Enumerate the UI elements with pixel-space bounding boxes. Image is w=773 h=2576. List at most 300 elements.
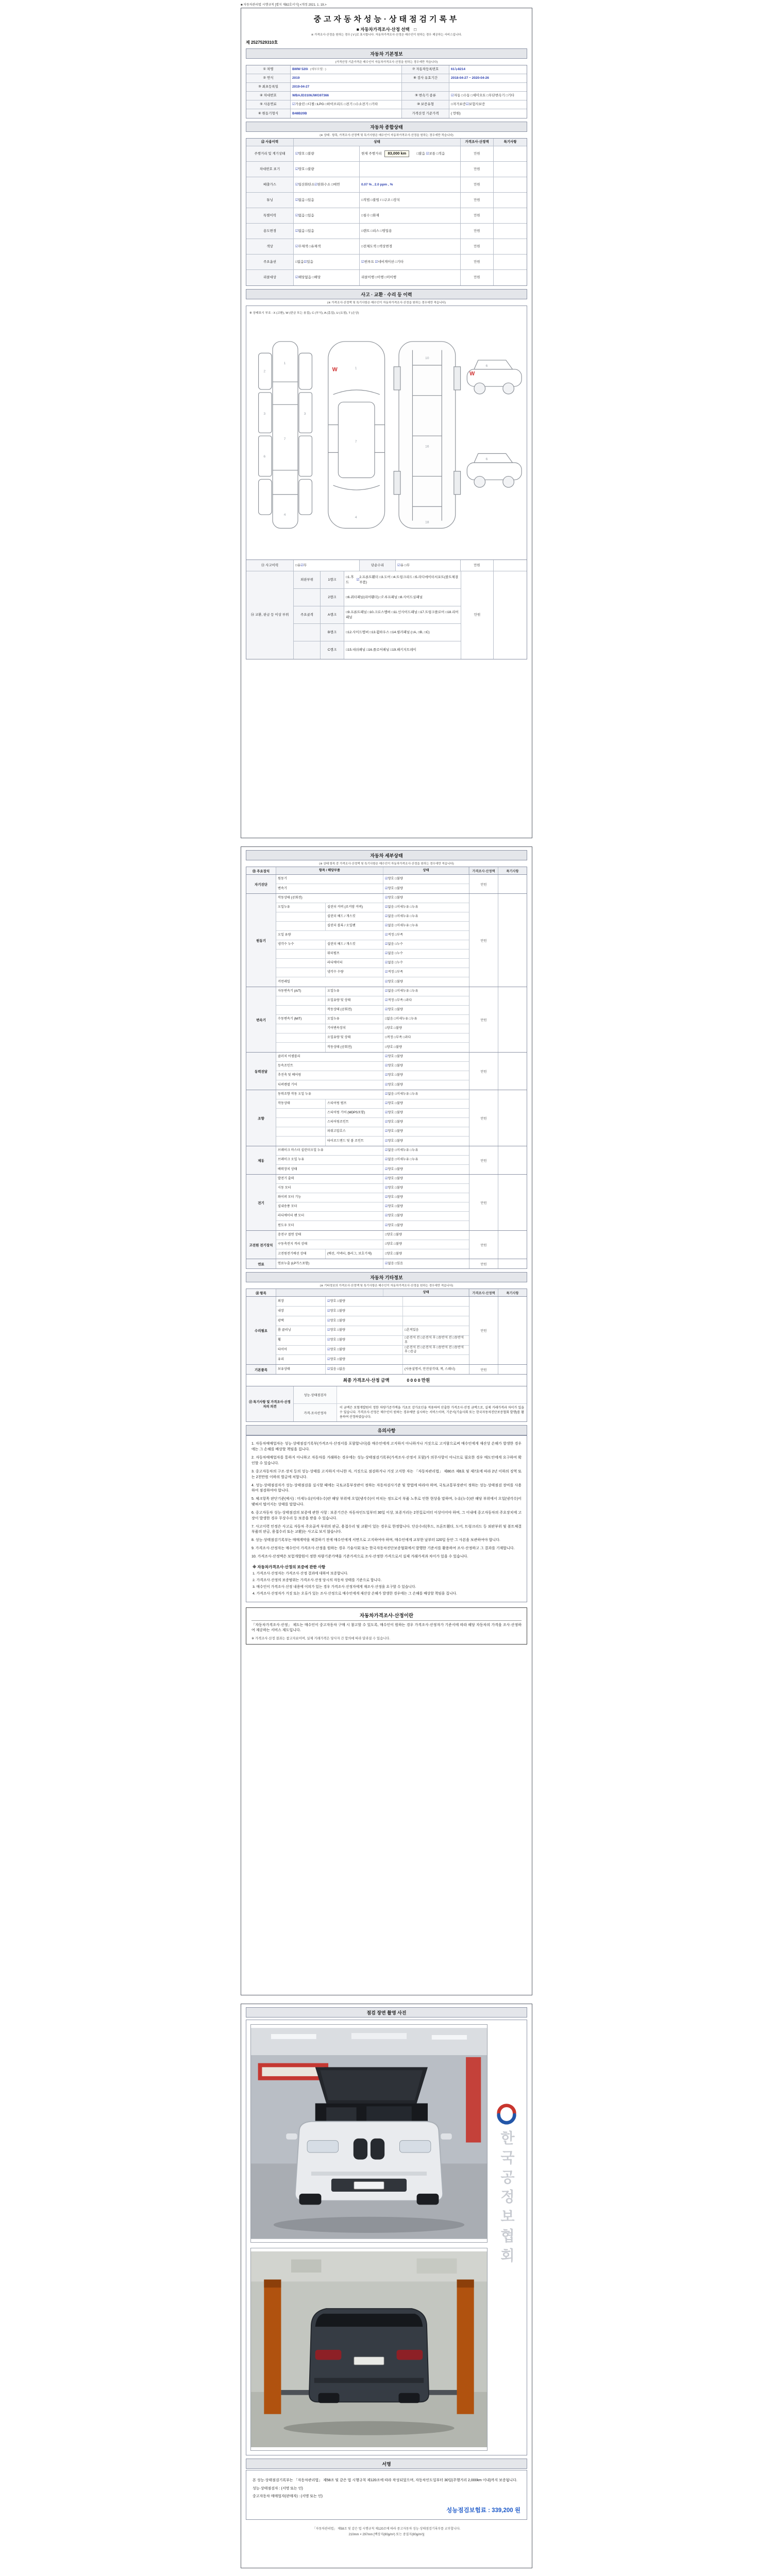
etc-price-unit: 만원 (469, 1365, 498, 1374)
association-strip (491, 2024, 523, 2451)
section-basic-note: (가격산정 기준가격은 매수인이 자동차가격조사·산정을 원하는 경우에만 적습니다) (335, 61, 438, 64)
opinion-text: 이 금액은 보험개발원이 정한 차량기준가액을 기초로 감가요인을 적용하여 산출한 가격조사·산정 금액으로, 실제 거래가격과 차이가 있을 수 있습니다. 가격조사·산정은 매수인이 원하는 경우에만 실시하는 서비스이며, 기준서(기술사회 또는 한국자동차진단보증협회 발행)를 활용하여 산정하였습니다. (340, 1406, 524, 1419)
detail-note-cell (498, 1231, 527, 1259)
rank-row (294, 641, 461, 659)
detail-state: □양호 □불량 (385, 1026, 402, 1030)
etc-note-cell (498, 1365, 527, 1374)
overall-row-extra (360, 177, 461, 192)
etc-group (246, 1365, 527, 1374)
detail-subitem: (배선, 커넥터, 플러그, 보호기제) (326, 1249, 383, 1259)
overall-row-state: ☑ 없음 □있음 (294, 193, 360, 208)
detail-item: 고전원전기배선 상태 (276, 1249, 326, 1259)
detail-state: ☑ 없음 □있음 (385, 1261, 403, 1265)
first-reg-label: ③ 최초등록일 (246, 83, 291, 91)
car-name-label: ① 차명 (246, 65, 291, 74)
detail-state: ☑ 적정 □부족 □과다 (385, 998, 412, 1003)
detail-price-unit: 만원 (469, 1090, 498, 1146)
inspection-period-cell (449, 74, 527, 82)
overall-price-unit: 만원 (461, 208, 494, 223)
pricing-info-body: 「자동차가격조사·산정」 제도는 매수인이 중고자동차 구매 시 참고할 수 있도록, 매수인이 원하는 경우 가격조사·산정자가 기준서에 따라 해당 자동차의 가격을 조사·산정하여 제공하는 서비스 제도입니다. (251, 1623, 522, 1633)
detail-row (276, 968, 469, 977)
photo-column (250, 2024, 488, 2451)
etc-item: 휠 (276, 1336, 326, 1345)
detail-row (276, 996, 469, 1006)
overall-row-label: 차대번호 표기 (246, 162, 294, 177)
section-detail-header: 자동차 세부상태 (246, 850, 527, 860)
price-survey-note: ※ 가격조사·산정을 원하는 경우 [ V ]로 표시합니다. 자동차가격조사·산정은 매수인이 원하는 경우 제공하는 서비스입니다. (311, 33, 462, 37)
detail-row (276, 1146, 469, 1156)
opinion-text (337, 1386, 527, 1403)
basic-row-year (246, 74, 527, 83)
document-title: 중고자동차성능·상태점검기록부 (313, 15, 460, 24)
detail-subitem: 실린더 커버 (로커암 커버) (326, 903, 383, 912)
svg-text:10: 10 (425, 357, 429, 361)
final-price-value: 0 0 0 0 만원 (407, 1378, 430, 1383)
detail-item (276, 1137, 326, 1146)
association-logo-icon (495, 2102, 518, 2125)
warranty-type-options: □자가보증 ☑ 보험사보증 (451, 103, 485, 107)
detail-state: □양호 □불량 (385, 1233, 402, 1237)
opinion-who: 가격·조사산정자 (294, 1404, 337, 1421)
overall-row-extra (360, 162, 461, 177)
detail-item: 변속기 (276, 884, 383, 893)
overall-row-extra (360, 193, 461, 208)
page-2 (241, 846, 532, 1995)
detail-item (276, 1109, 326, 1117)
detail-row (276, 1221, 469, 1230)
col-etc-item: ⑯ 항목 (246, 1289, 276, 1296)
overall-row (246, 255, 527, 270)
detail-subitem: 실린더 블록 / 오일팬 (326, 922, 383, 930)
detail-row (276, 1006, 469, 1015)
overall-row-label: 주요옵션 (246, 255, 294, 269)
rank-grade: A랭크 (321, 606, 344, 623)
etc-extra (403, 1307, 469, 1316)
page-1 (241, 8, 532, 838)
warranty-type-label: ⑩ 보증유형 (402, 100, 449, 109)
sign-dealer-line: 중고자동차 매매업자(판매자) : (서명 또는 인) (253, 2495, 323, 2498)
insurance-fee-value: 339,200 원 (492, 2507, 520, 2514)
detail-item: 라디에이터 팬 모터 (276, 1212, 383, 1221)
col-etc-price: 가격조사·산정액 (469, 1289, 498, 1296)
exchange-price-unit: 만원 (461, 571, 494, 659)
reg-no-label: ⑦ 자동차등록번호 (402, 65, 449, 74)
overall-row-state: ☑ 양호 □불량 (294, 146, 360, 161)
detail-row (276, 1231, 469, 1240)
overall-note-cell (494, 177, 527, 192)
detail-row (276, 940, 469, 950)
rank-items: □9.프론트패널 □10.크로스멤버 □11.인사이드패널 □17.트렁크플로어 □18.리어패널 (346, 611, 459, 619)
notice-item: 8. 성능·상태점검기록부는 매매계약을 체결하기 전에 매수인에게 서면으로 고지하여야 하며, 매수인에게 교부한 날부터 120일 동안 그 사본을 보관하여야 합니다. (251, 1538, 500, 1543)
detail-state: □양호 □불량 (385, 1242, 402, 1246)
detail-row (276, 1175, 469, 1184)
detail-row (276, 1015, 469, 1024)
overall-header-row (246, 139, 527, 146)
etc-row (276, 1336, 469, 1346)
detail-row (276, 1090, 469, 1099)
overall-price-unit: 만원 (461, 239, 494, 254)
detail-row (276, 931, 469, 940)
base-price-value: ( 만원) (451, 111, 461, 115)
detail-item: 윈도우 모터 (276, 1221, 383, 1230)
overall-condition-table (246, 138, 527, 286)
detail-item (276, 968, 326, 977)
notice-item: 6. 중고자동차 성능·상태점검의 보증에 관한 사항 : 보증기간은 자동차인도일부터 30일 이상, 보증거리는 2천킬로미터 이상이어야 하며, 그 이내에 중고자동차의 주요장치에 고장이 발생한 경우 무상수리 등 보증을 받을 수 있습니다. (251, 1511, 522, 1520)
detail-note-cell (498, 1146, 527, 1174)
detail-state: □양호 □불량 (385, 1251, 402, 1256)
page-footer (246, 2526, 527, 2536)
etc-group (246, 1297, 527, 1365)
detail-group-name: 제동 (246, 1146, 276, 1174)
overall-row-state: ☑ 해당없음 □해당 (294, 270, 360, 285)
overall-row-extra (360, 255, 461, 269)
overall-price-unit: 만원 (461, 255, 494, 269)
exchange-row (246, 571, 527, 659)
detail-row (276, 1184, 469, 1193)
overall-row-extra (360, 239, 461, 254)
detail-item (276, 1033, 326, 1042)
notice-box (246, 1435, 527, 1602)
detail-row (276, 912, 469, 922)
opinion-row (294, 1386, 527, 1404)
detail-group (246, 1090, 527, 1146)
etc-extra (403, 1316, 469, 1326)
detail-row (276, 922, 469, 931)
detail-state: ☑ 없음 □미세누유 □누유 (385, 1148, 418, 1153)
detail-item: 충전구 절연 상태 (276, 1231, 383, 1240)
svg-text:1: 1 (283, 361, 286, 365)
pricing-info-box (246, 1607, 527, 1645)
col-etc-state: 상태 (383, 1289, 469, 1296)
detail-item (276, 950, 326, 958)
guarantee-item: 2. 가격조사·산정의 보증범위는 가격조사·산정 당시의 자동차 상태를 기준으로 합니다. (253, 1578, 382, 1582)
engine-type-value: B48B20B (292, 111, 307, 115)
etc-state: ☑ 양호 □불량 (326, 1336, 403, 1345)
detail-state: ☑ 양호 □불량 (385, 1167, 403, 1171)
etc-state: ☑ 양호 □불량 (326, 1326, 403, 1335)
overall-price-unit: 만원 (461, 162, 494, 177)
etc-extra: □운전석 전 □운전석 후 □동반석 전 □동반석 후 □응급 (405, 1346, 464, 1354)
detail-row (276, 1249, 469, 1259)
insurance-fee (253, 2506, 520, 2514)
detail-item: 작동상태 (공회전) (276, 894, 383, 903)
svg-text:6: 6 (485, 457, 488, 462)
notice-item: 2. 자동차매매업자를 통하지 아니하고 자동차를 거래하는 경우에는 성능·상태점검기록부(가격조사·산정서 포함)가 의무사항이 아니므로 필요한 경우 매도인에게 요구하여 확인할 수 있습니다. (251, 1456, 522, 1465)
svg-text:3: 3 (304, 412, 306, 416)
detail-subitem: 스티어링조인트 (326, 1118, 383, 1127)
transmission-options: ☑ 자동 □수동 □세미오토 □무단변속기 □기타 (451, 94, 514, 98)
damage-marker-w-side: W (469, 370, 475, 377)
etc-state: ☑ 양호 □불량 (326, 1307, 403, 1316)
section-etc-note: (※ 기타정보의 가격조사·산정액 및 특기사항은 매수인이 자동차가격조사·산정을 원하는 경우에만 적습니다) (320, 1284, 453, 1287)
overall-row-state: □없음 ☑ 있음 (294, 255, 360, 269)
overall-row (246, 224, 527, 239)
detail-state: ☑ 양호 □불량 (385, 1055, 403, 1059)
detail-price-unit: 만원 (469, 875, 498, 893)
vin-cell (291, 92, 402, 100)
inspection-period-label: ⑧ 검사 유효기간 (402, 74, 449, 82)
detail-note-cell (498, 1175, 527, 1230)
col-detail-note: 특기사항 (498, 867, 527, 874)
section-overall-header: 자동차 종합상태 (246, 122, 527, 132)
exchange-label: ⑭ 교환, 판금 등 이상 부위 (246, 571, 294, 659)
overall-row-extra (360, 270, 461, 285)
notice-item: 1. 자동차매매업자는 성능·상태점검기록부(가격조사·산정서를 포함합니다)를 매수인에게 고지하지 아니하거나 거짓으로 고지함으로써 매수인에게 재산상 손해가 발생한 경우에는 그 손해를 배상할 책임을 집니다. (251, 1442, 522, 1452)
detail-row (276, 1156, 469, 1165)
detail-item (276, 959, 326, 968)
overall-row-state: ☑ 일산화탄소 ☑ 탄화수소 □매연 (294, 177, 360, 192)
overall-price-unit: 만원 (461, 270, 494, 285)
detail-group-name: 동력전달 (246, 1053, 276, 1090)
detail-subitem: 스티어링 기어 (MDPS포함) (326, 1109, 383, 1117)
notice-item: 3. 중고자동차의 구조·장치 등의 성능·상태를 고지하지 아니한 자, 거짓으로 점검하거나 거짓 고지한 자는 「자동차관리법」 제80조 제6호 및 제7호에 따라 2년 이하의 징역 또는 2천만원 이하의 벌금에 처합니다. (251, 1469, 522, 1479)
detail-row (276, 1118, 469, 1127)
detail-state: ☑ 없음 □미세누유 □누유 (385, 989, 418, 993)
detail-state: ☑ 양호 □불량 (385, 1223, 403, 1227)
detail-row (276, 1259, 469, 1268)
overall-row-label: 리콜대상 (246, 270, 294, 285)
svg-text:16: 16 (425, 445, 429, 449)
final-price-row (246, 1375, 527, 1386)
detail-item: 자동변속기 (A/T) (276, 987, 326, 996)
overall-extra-text: □렌트 □리스 □영업용 (361, 229, 392, 233)
col-device: ⑮ 주요장치 (246, 867, 276, 874)
detail-state: □적정 □부족 □과다 (385, 1036, 411, 1040)
detail-item: 시동 모터 (276, 1184, 383, 1193)
detail-subitem: 오일유량 및 상태 (326, 996, 383, 1005)
detail-note-cell (498, 987, 527, 1052)
etc-item: 타이어 (276, 1346, 326, 1355)
basic-row-fuel (246, 100, 527, 109)
detail-item (276, 922, 326, 930)
detail-row (276, 950, 469, 959)
etc-row (276, 1297, 469, 1307)
marker-legend: ※ 상태표시 부호 : X (교환), W (판금 또는 용접), C (부식), A (흠집), U (요철), T (손상) (249, 312, 359, 315)
detail-subitem: 라디에이터 (326, 959, 383, 968)
detail-group (246, 987, 527, 1053)
etc-row (276, 1326, 469, 1336)
guarantee-title: ※ 자동차가격조사·산정의 보증에 관한 사항 (253, 1564, 326, 1569)
accident-table (246, 560, 527, 659)
detail-item (276, 912, 326, 921)
detail-row (276, 1165, 469, 1174)
detail-row (276, 884, 469, 893)
overall-extra-text: □적법 □불법 / □구조 □장치 (361, 198, 400, 202)
car-submodel: (세부모델 : ) (310, 67, 326, 71)
detail-item (276, 1006, 326, 1014)
etc-price-unit: 만원 (469, 1297, 498, 1364)
detail-subitem: 오일누유 (326, 1015, 383, 1024)
svg-text:18: 18 (425, 520, 429, 524)
etc-groups (246, 1297, 527, 1374)
vin-label: ④ 차대번호 (246, 92, 291, 100)
reg-no-cell (449, 65, 527, 74)
overall-note-cell (494, 208, 527, 223)
mileage-label: 현재 주행거리 (361, 151, 382, 156)
rank-items: □6.쿼터패널(리어휀더) □7.루프패널 □8.사이드실패널 (346, 595, 423, 599)
detail-note-cell (498, 1259, 527, 1268)
inspection-photo-rear (250, 2248, 488, 2451)
overall-row-state: ☑ 없음 □있음 (294, 208, 360, 223)
detail-group (246, 875, 527, 894)
detail-subitem: 타이로드엔드 및 볼 조인트 (326, 1137, 383, 1146)
detail-state: ☑ 양호 □불량 (385, 1186, 403, 1190)
etc-row (276, 1307, 469, 1316)
rank-category (294, 624, 321, 641)
notice-list (251, 1442, 522, 1560)
rank-grade: C랭크 (321, 641, 344, 659)
detail-item: 오일 유량 (276, 931, 383, 940)
overall-row (246, 239, 527, 255)
overall-rows (246, 146, 527, 285)
etc-row (276, 1355, 469, 1364)
notice-item: 9. 가격조사·산정자는 매수인이 가격조사·산정을 원하는 경우 기술사회 또는 한국자동차진단보증협회에서 발행한 기준서를 활용하여 조사·산정하고 그 결과를 기재합니다. (251, 1547, 515, 1551)
detail-item: 오일누유 (276, 903, 326, 912)
detail-state: ☑ 양호 □불량 (385, 877, 403, 881)
rank-row (294, 606, 461, 624)
final-price-label: 최종 가격조사·산정 금액 (343, 1378, 390, 1383)
detail-group-name: 원동기 (246, 894, 276, 987)
svg-text:3: 3 (263, 412, 266, 416)
page-3 (241, 2004, 532, 2568)
detail-groups (246, 875, 527, 1268)
detail-item (276, 1127, 326, 1136)
etc-row (276, 1365, 469, 1374)
detail-state: ☑ 양호 □불량 (385, 1064, 403, 1068)
detail-item (276, 1118, 326, 1127)
etc-extra (403, 1355, 469, 1364)
accident-history-state: □유 ☑ 무 (294, 560, 360, 571)
price-survey-checkbox[interactable]: □ (414, 27, 417, 32)
insurance-fee-label: 성능점검보험료 : (446, 2507, 490, 2514)
detail-group (246, 1231, 527, 1259)
guarantee-item: 4. 가격조사·산정자가 거짓 또는 오류가 있는 조사·산정으로 매수인에게 재산상 손해가 발생한 경우에는 그 손해를 배상할 책임을 집니다. (253, 1592, 457, 1596)
detail-state: ☑ 양호 □불량 (385, 1101, 403, 1106)
detail-subitem: 실린더 헤드 / 개스킷 (326, 940, 383, 949)
etc-item: 광택 (276, 1316, 326, 1326)
detail-group-name: 고전원 전기장치 (246, 1231, 276, 1259)
detail-item: 클러치 어셈블리 (276, 1053, 383, 1061)
detail-row (276, 1193, 469, 1202)
overall-row-label: 특별이력 (246, 208, 294, 223)
rank-row (294, 624, 461, 641)
accident-price-unit: 만원 (461, 560, 494, 571)
detail-price-unit: 만원 (469, 987, 498, 1052)
damage-marker-w-front-fender: W (332, 366, 338, 373)
svg-text:2: 2 (263, 369, 266, 374)
detail-row (276, 1062, 469, 1071)
detail-price-unit: 만원 (469, 894, 498, 987)
detail-group-name: 변속기 (246, 987, 276, 1052)
detail-price-unit: 만원 (469, 1231, 498, 1259)
detail-group (246, 1146, 527, 1175)
engine-type-cell (291, 109, 402, 118)
svg-text:4: 4 (283, 513, 286, 517)
col-note: 특기사항 (494, 139, 527, 146)
etc-note-cell (498, 1297, 527, 1364)
detail-row (276, 1024, 469, 1033)
detail-item: 냉각수 누수 (276, 940, 326, 949)
detail-subitem: 실린더 헤드 / 개스킷 (326, 912, 383, 921)
detail-state: ☑ 양호 □불량 (385, 1177, 403, 1181)
detail-state: ☑ 양호 □불량 (385, 1073, 403, 1077)
detail-group (246, 1259, 527, 1268)
etc-info-table (246, 1289, 527, 1375)
vin-value: WBAJD3106JWG97366 (292, 94, 329, 98)
opinion-who: 성능·상태점검자 (294, 1386, 337, 1403)
detail-note-cell (498, 875, 527, 893)
overall-note-cell (494, 255, 527, 269)
etc-state: ☑ 양호 □불량 (326, 1355, 403, 1364)
accident-note-cell (494, 560, 527, 571)
detail-group-name: 자기진단 (246, 875, 276, 893)
mileage-usage: □많음 ☑보통 □적음 (416, 151, 445, 156)
car-name-cell (291, 65, 402, 74)
guarantee-item: 3. 매수인이 가격조사·산정 내용에 이의가 있는 경우 가격조사·산정자에게 재조사·산정을 요구할 수 있습니다. (253, 1585, 416, 1589)
detail-state: ☑ 없음 □미세누유 □누유 (385, 1092, 418, 1096)
detail-row (276, 987, 469, 996)
overall-extra-text: ☑썬루프 ☑네비게이션 □기타 (361, 260, 404, 264)
opinion-rows (294, 1386, 527, 1421)
section-etc-header: 자동차 기타정보 (246, 1272, 527, 1282)
overall-row-state: ☑ 양호 □불량 (294, 162, 360, 177)
detail-state: ☑ 없음 □미세누유 □누유 (385, 914, 418, 919)
detail-note-cell (498, 1053, 527, 1090)
detail-state: ☑ 적정 □부족 (385, 970, 403, 974)
section-notice-header: 유의사항 (246, 1425, 527, 1435)
detail-item: 등속조인트 (276, 1062, 383, 1071)
detail-state: ☑ 양호 □불량 (385, 1195, 403, 1199)
overall-row-label: 주행거리 및 계기상태 (246, 146, 294, 161)
exchange-note-cell (494, 571, 527, 659)
detail-row (276, 977, 469, 987)
overall-row-state: ☑ 무채색 □유채색 (294, 239, 360, 254)
etc-extra (403, 1297, 469, 1306)
detail-price-unit: 만원 (469, 1146, 498, 1174)
engine-type-label: ⑥ 원동기형식 (246, 109, 291, 118)
rank-category (294, 589, 321, 606)
detail-price-unit: 만원 (469, 1175, 498, 1230)
notice-item: 7. 사고이력 인정은 사고로 자동차 주요골격 부위의 판금, 용접수리 및 교환이 있는 경우로 한정합니다. 단순수리(후드, 프론트휀더, 도어, 트렁크리드 등 외판부위 및 볼트체결부품의 판금, 용접수리 또는 교환)는 사고로 보지 않습니다. (251, 1524, 522, 1534)
accident-history-label: ⑬ 사고이력 (246, 560, 294, 571)
etc-state: ☑ 양호 □불량 (326, 1316, 403, 1326)
detail-row (276, 1099, 469, 1109)
simple-repair-label: 단순수리 (360, 560, 396, 571)
car-diagram-panel (246, 306, 527, 560)
detail-row (276, 959, 469, 968)
etc-extra: (사용설명서, 안전삼각대, 잭, 스패너) (405, 1367, 456, 1371)
overall-row (246, 193, 527, 208)
detail-item: 브레이크 마스터 실린더오일 누유 (276, 1146, 383, 1155)
pricing-info-title: 자동차가격조사·산정이란 (251, 1612, 522, 1621)
detail-state: ☑ 없음 □미세누유 □누유 (385, 1158, 418, 1162)
section-basic-header: 자동차 기본정보 (246, 48, 527, 59)
overall-row (246, 208, 527, 224)
rank-category: 주요골격 (294, 606, 321, 623)
detail-subitem: 오일유량 및 상태 (326, 1033, 383, 1042)
empty-cell (449, 83, 527, 91)
detail-state: □양호 □불량 (385, 1045, 402, 1049)
etc-row (276, 1346, 469, 1355)
col-etc-label (276, 1289, 383, 1296)
detail-state: ☑ 없음 □누수 (385, 961, 403, 965)
detail-state: ☑ 적정 □부족 (385, 933, 403, 937)
detail-item: 추진축 및 베어링 (276, 1071, 383, 1080)
col-price: 가격조사·산정액 (461, 139, 494, 146)
detail-row (276, 1240, 469, 1249)
col-state: 상태 (294, 139, 461, 146)
detail-state: ☑ 양호 □불량 (385, 1120, 403, 1124)
